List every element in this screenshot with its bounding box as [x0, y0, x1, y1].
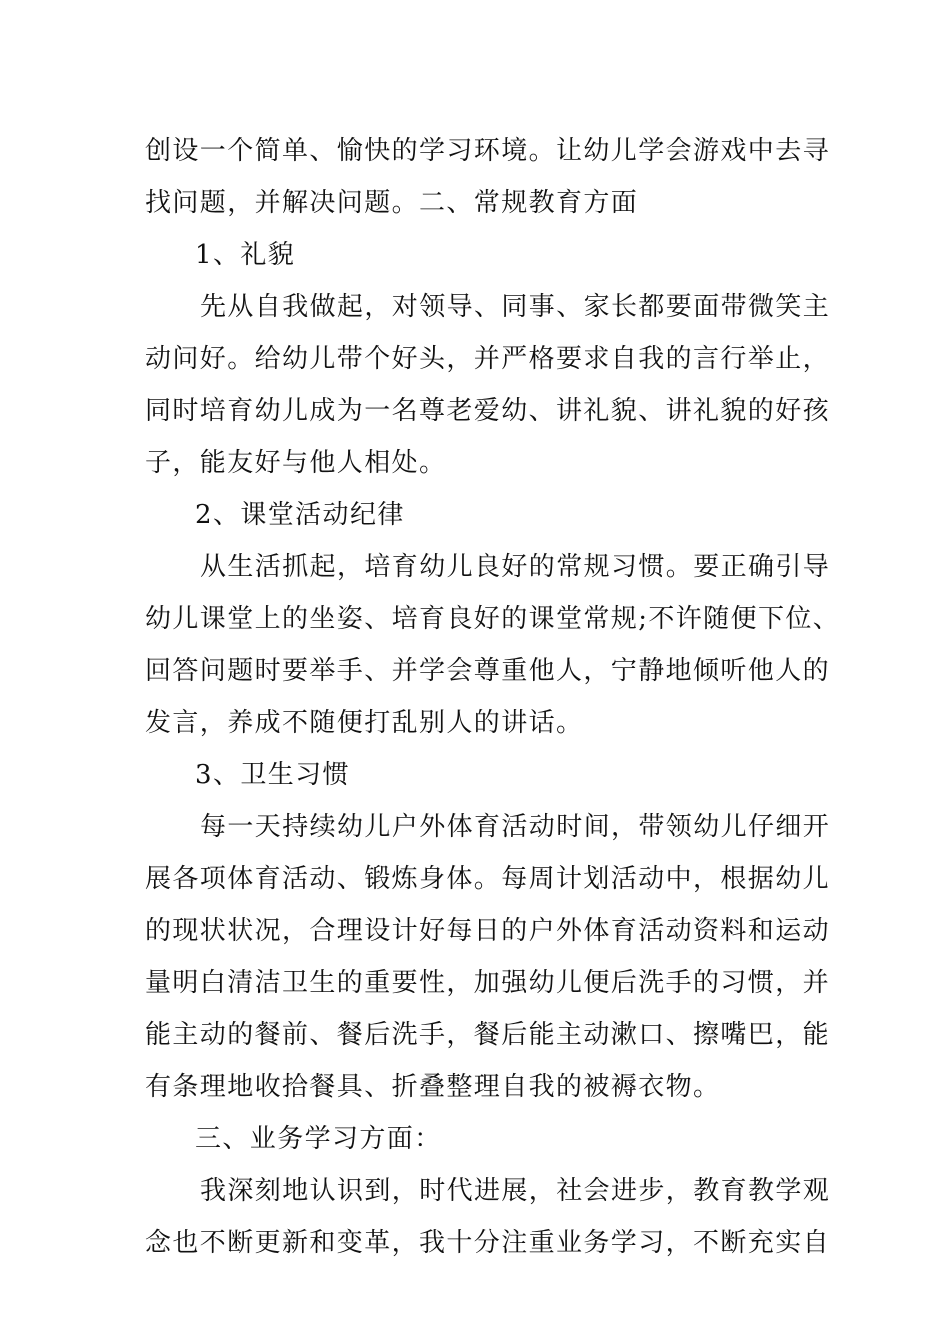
text-line: 找问题，并解决问题。二、常规教育方面 [145, 188, 639, 218]
text-line: 念也不断更新和变革，我十分注重业务学习，不断充实自 [145, 1228, 831, 1258]
text-line: 发言，养成不随便打乱别人的讲话。 [145, 708, 584, 738]
text-line: 创设一个简单、愉快的学习环境。让幼儿学会游戏中去寻 [145, 136, 831, 166]
text-line: 展各项体育活动、锻炼身体。每周计划活动中，根据幼儿 [145, 864, 831, 894]
text-line: 幼儿课堂上的坐姿、培育良好的课堂常规;不许随便下位、 [145, 604, 841, 634]
text-line: 动问好。给幼儿带个好头，并严格要求自我的言行举止， [145, 344, 831, 374]
paragraph-first-line: 从生活抓起，培育幼儿良好的常规习惯。要正确引导 [200, 552, 831, 582]
text-line: 的现状状况，合理设计好每日的户外体育活动资料和运动 [145, 916, 831, 946]
text-line: 有条理地收拾餐具、折叠整理自我的被褥衣物。 [145, 1072, 721, 1102]
text-line: 子，能友好与他人相处。 [145, 448, 447, 478]
text-line: 同时培育幼儿成为一名尊老爱幼、讲礼貌、讲礼貌的好孩 [145, 396, 831, 426]
paragraph-first-line: 每一天持续幼儿户外体育活动时间，带领幼儿仔细开 [200, 812, 831, 842]
section-heading-etiquette: 1、礼貌 [195, 240, 296, 270]
paragraph-first-line: 先从自我做起，对领导、同事、家长都要面带微笑主 [200, 292, 831, 322]
document-body [145, 125, 841, 1269]
text-line: 能主动的餐前、餐后洗手，餐后能主动漱口、擦嘴巴，能 [145, 1020, 831, 1050]
text-line: 回答问题时要举手、并学会尊重他人，宁静地倾听他人的 [145, 656, 831, 686]
paragraph-first-line: 我深刻地认识到，时代进展，社会进步，教育教学观 [200, 1176, 831, 1206]
text-line: 量明白清洁卫生的重要性，加强幼儿便后洗手的习惯，并 [145, 968, 831, 998]
section-heading-classroom-discipline: 2、课堂活动纪律 [195, 500, 405, 530]
section-heading-hygiene: 3、卫生习惯 [195, 760, 350, 790]
section-heading-professional-study: 三、业务学习方面： [195, 1124, 442, 1154]
